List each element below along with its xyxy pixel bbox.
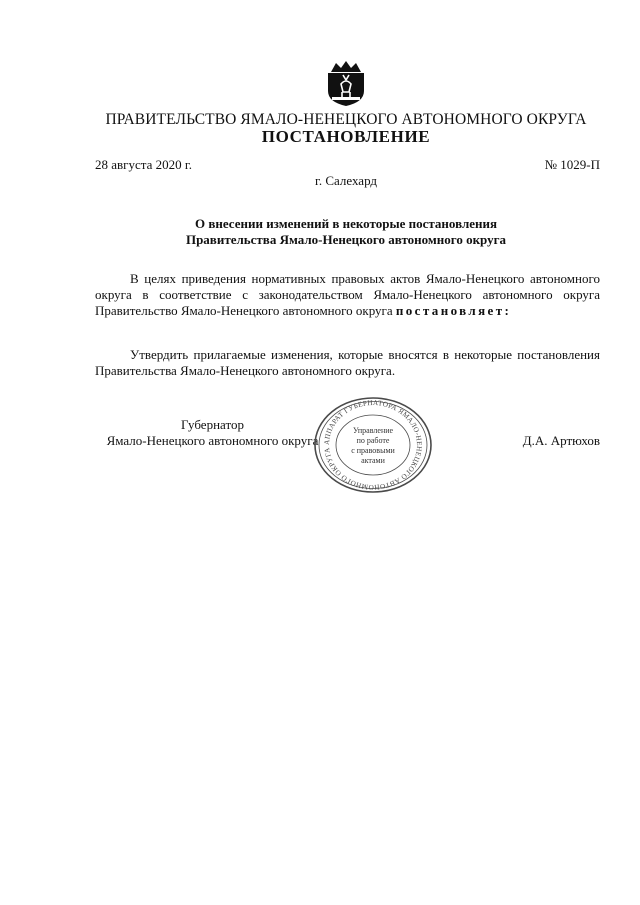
document-number: № 1029-П: [544, 157, 600, 172]
stamp-line-3: с правовыми: [351, 446, 395, 455]
document-date: 28 августа 2020 г.: [95, 157, 192, 172]
official-stamp: [312, 395, 434, 495]
subject-line-1: О внесении изменений в некоторые постановления: [194, 216, 498, 231]
decree-word: постановляет:: [395, 303, 512, 318]
government-title: ПРАВИТЕЛЬСТВО ЯМАЛО-НЕНЕЦКОГО АВТОНОМНОГО ОКРУГА: [105, 111, 587, 128]
role-line-2: Ямало-Ненецкого автономного округа: [106, 433, 319, 448]
signatory-name: Д.А. Артюхов: [522, 433, 600, 448]
subject-line-2: Правительства Ямало-Ненецкого автономного округа: [185, 232, 507, 247]
document-type: ПОСТАНОВЛЕНИЕ: [261, 127, 431, 146]
paragraph-preamble: [95, 271, 600, 319]
coat-of-arms-icon: [322, 58, 370, 108]
stamp-line-1: Управление: [352, 426, 394, 435]
document-subject: [0, 216, 640, 248]
stamp-line-4: актами: [361, 456, 385, 465]
document-city: г. Салехард: [314, 173, 378, 188]
paragraph-resolution: Утвердить прилагаемые изменения, которые вносятся в некоторые постановления Правительства Ямало-Ненецкого автономного округа.: [95, 347, 600, 378]
signatory-role: [95, 417, 330, 449]
stamp-line-2: по работе: [356, 436, 390, 445]
stamp-ring-text: АППАРАТ ГУБЕРНАТОРА ЯМАЛО-НЕНЕЦКОГО АВТОНОМНОГО ОКРУГА: [322, 398, 424, 492]
role-line-1: Губернатор: [181, 417, 244, 432]
preamble-text: В целях приведения нормативных правовых актов Ямало-Ненецкого автономного округа в соответствие с законодательством Ямало-Ненецкого автономного округа Правительство Ямало-Ненецкого автономного округа: [95, 271, 600, 318]
